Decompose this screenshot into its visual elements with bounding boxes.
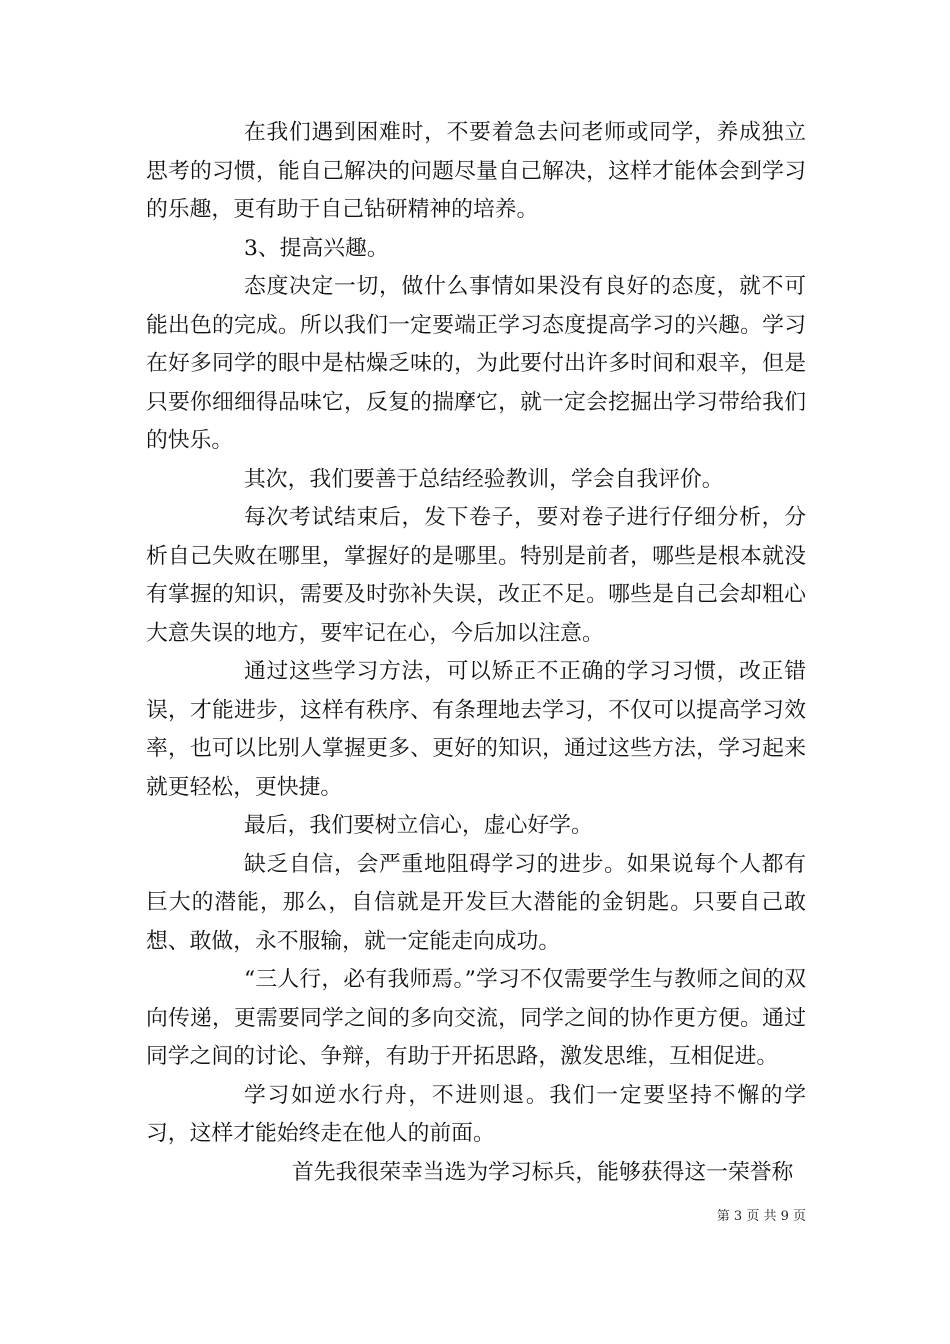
paragraph-2-heading: 3、提高兴趣。 — [244, 235, 389, 261]
paragraph-11: 首先我很荣幸当选为学习标兵，能够获得这一荣誉称 — [292, 1159, 794, 1185]
paragraph-6: 通过这些学习方法，可以矫正不正确的学习习惯，改正错误，才能进步，这样有秩序、有条理地去学习，不仅可以提高学习效率，也可以比别人掌握更多、更好的知识，通过这些方法，学习起来就更轻松，更快捷。 — [146, 659, 806, 800]
paragraph-8: 缺乏自信，会严重地阻碍学习的进步。如果说每个人都有巨大的潜能，那么，自信就是开发巨大潜能的金钥匙。只要自己敢想、敢做，永不服输，就一定能走向成功。 — [146, 851, 806, 954]
paragraph-1: 在我们遇到困难时，不要着急去问老师或同学，养成独立思考的习惯，能自己解决的问题尽量自己解决，这样才能体会到学习的乐趣，更有助于自己钻研精神的培养。 — [146, 120, 806, 222]
page-number-footer: 第 3 页 共 9 页 — [716, 1209, 806, 1224]
paragraph-5: 每次考试结束后，发下卷子，要对卷子进行仔细分析，分析自己失败在哪里，掌握好的是哪里。特别是前者，哪些是根本就没有掌握的知识，需要及时弥补失误，改正不足。哪些是自己会却粗心大意失误的地方，要牢记在心，今后加以注意。 — [146, 505, 806, 646]
paragraph-4: 其次，我们要善于总结经验教训，学会自我评价。 — [244, 466, 724, 492]
paragraph-10: 学习如逆水行舟，不进则退。我们一定要坚持不懈的学习，这样才能始终走在他人的前面。 — [146, 1082, 806, 1146]
paragraph-7: 最后，我们要树立信心，虚心好学。 — [244, 813, 593, 838]
paragraph-3: 态度决定一切，做什么事情如果没有良好的态度，就不可能出色的完成。所以我们一定要端正学习态度提高学习的兴趣。学习在好多同学的眼中是枯燥乏味的，为此要付出许多时间和艰辛，但是只要你细细得品味它，反复的揣摩它，就一定会挖掘出学习带给我们的快乐。 — [146, 274, 806, 453]
document-body — [146, 114, 806, 1192]
paragraph-9-quote: “三人行，必有我师焉。”学习不仅需要学生与教师之间的双向传递，更需要同学之间的多向交流，同学之间的协作更方便。通过同学之间的讨论、争辩，有助于开拓思路，激发思维，互相促进。 — [146, 967, 806, 1069]
